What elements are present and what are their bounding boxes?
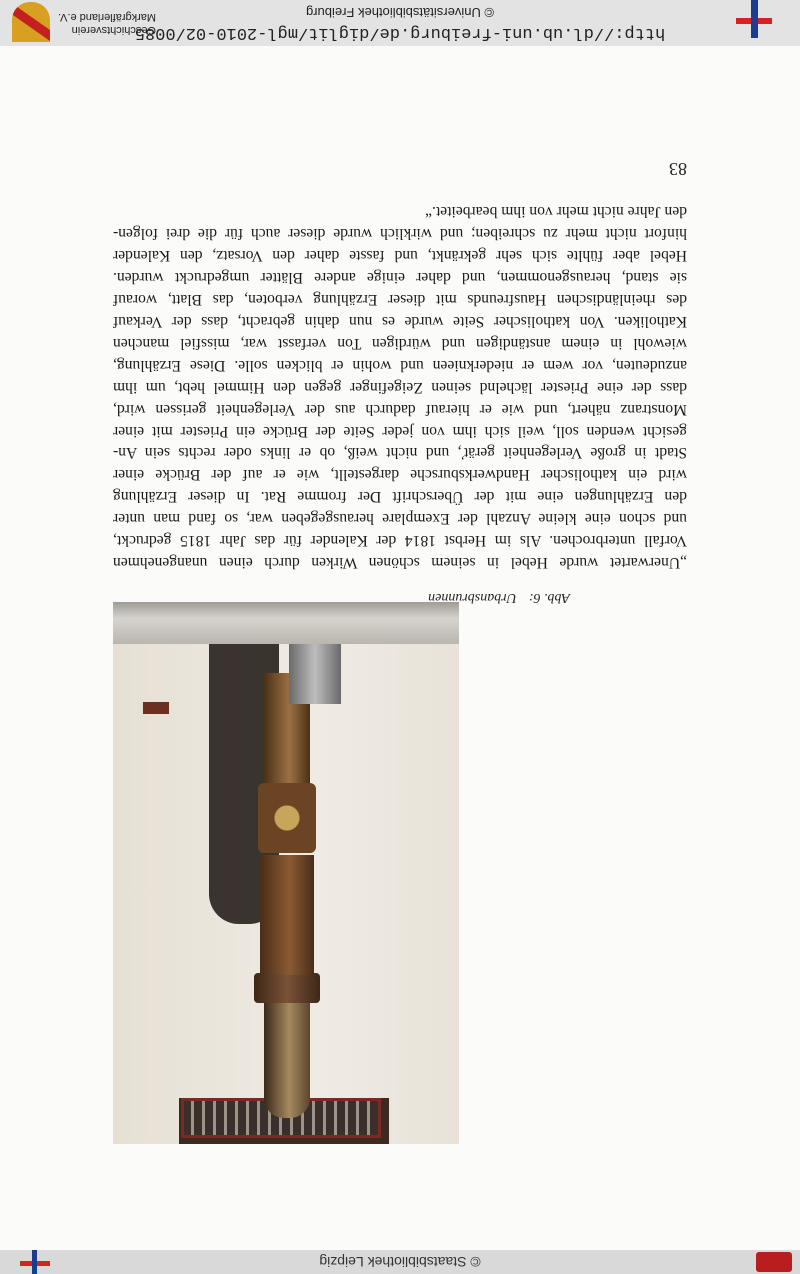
photo-plaque (143, 702, 169, 714)
figure-caption (428, 589, 570, 605)
dl-mark-icon (20, 1250, 50, 1274)
body-line: Stadt in große Verlegenheit geräť, und nicht weiß, ob er links oder rechts sein An- (113, 444, 687, 462)
body-line: Monstranz nähert, und wie er hierauf dadurch aus der Verlegenheit gerissen wird, (113, 400, 687, 418)
body-line: dass der eine Priester lächelnd seinen Zeigefinger gegen den Himmel hebt, um ihm (113, 378, 687, 396)
body-line: und schon eine kleine Anzahl der Exemplare herausgegeben war, so fand man unter (113, 510, 687, 528)
caption-label: Abb. 6: (528, 590, 570, 605)
body-line: gesicht wenden soll, weil sich ihm von jeder Seite der Brücke ein Priester mit einer (113, 422, 687, 440)
body-line: hinfort nicht mehr zu schreiben; und wirklich wurde dieser auch für die drei folgen- (113, 225, 687, 243)
body-line: anzudeuten, vor wem er niederknieen und wohin er blicken solle. Diese Erzählung, (113, 356, 687, 374)
society-crest-icon (12, 2, 50, 42)
body-line: sie stand, herausgenommen, und daher einige andere Blätter umgedruckt wurden. (113, 269, 687, 287)
footer-bar (0, 0, 800, 46)
body-text (113, 201, 687, 573)
header-credit: © Staatsbibliothek Leipzig (319, 1254, 481, 1270)
body-line: wird ein katholischer Handwerksbursche dargestellt, wie er auf der Brücke einer (113, 466, 687, 484)
footer-university: © Universitätsbibliothek Freiburg (305, 5, 495, 20)
photo-basin (113, 602, 459, 644)
footer-society (58, 10, 156, 36)
caption-text: Urbansbrunnen (428, 590, 517, 605)
page-number: 83 (669, 159, 687, 179)
body-line: wiewohl in einem anständigen und würdigen Ton verfasst war, missfiel manchen (113, 334, 687, 352)
footer-url[interactable]: http://dl.ub.uni-freiburg.de/diglit/mgl-2010-02/0085 (134, 23, 666, 42)
photo-fountain-column (254, 678, 320, 1118)
body-line: des rheinländischen Hausfreunds mit dieser Erzählung verboten, das Blatt, worauf (113, 291, 687, 309)
header-bar (0, 1250, 800, 1274)
figure-photo-urbansbrunnen (113, 602, 459, 1144)
body-line: Katholiken. Von katholischer Seite wurde es nun dahin gebracht, dass der Verkauf (113, 313, 687, 331)
body-line: Hebel aber fühlte sich sehr gekränkt, und fasste daher den Vorsatz, den Kalender (113, 247, 687, 265)
society-line-2: Markgräflerland e.V. (58, 11, 157, 23)
body-line: den Erzählungen eine mit der Überschrift Der fromme Rat. In dieser Erzählung (113, 488, 687, 506)
body-line: „Unerwartet wurde Hebel in seinem schönen Wirken durch einen unangenehmen (113, 554, 687, 571)
society-line-1: Geschichtsverein (71, 24, 157, 36)
body-line: Vorfall unterbrochen. Als im Herbst 1814 der Kalender für das Jahr 1815 gedruckt, (113, 532, 687, 550)
body-line: den Jahre nicht mehr von ihm bearbeitet.“ (425, 203, 687, 221)
